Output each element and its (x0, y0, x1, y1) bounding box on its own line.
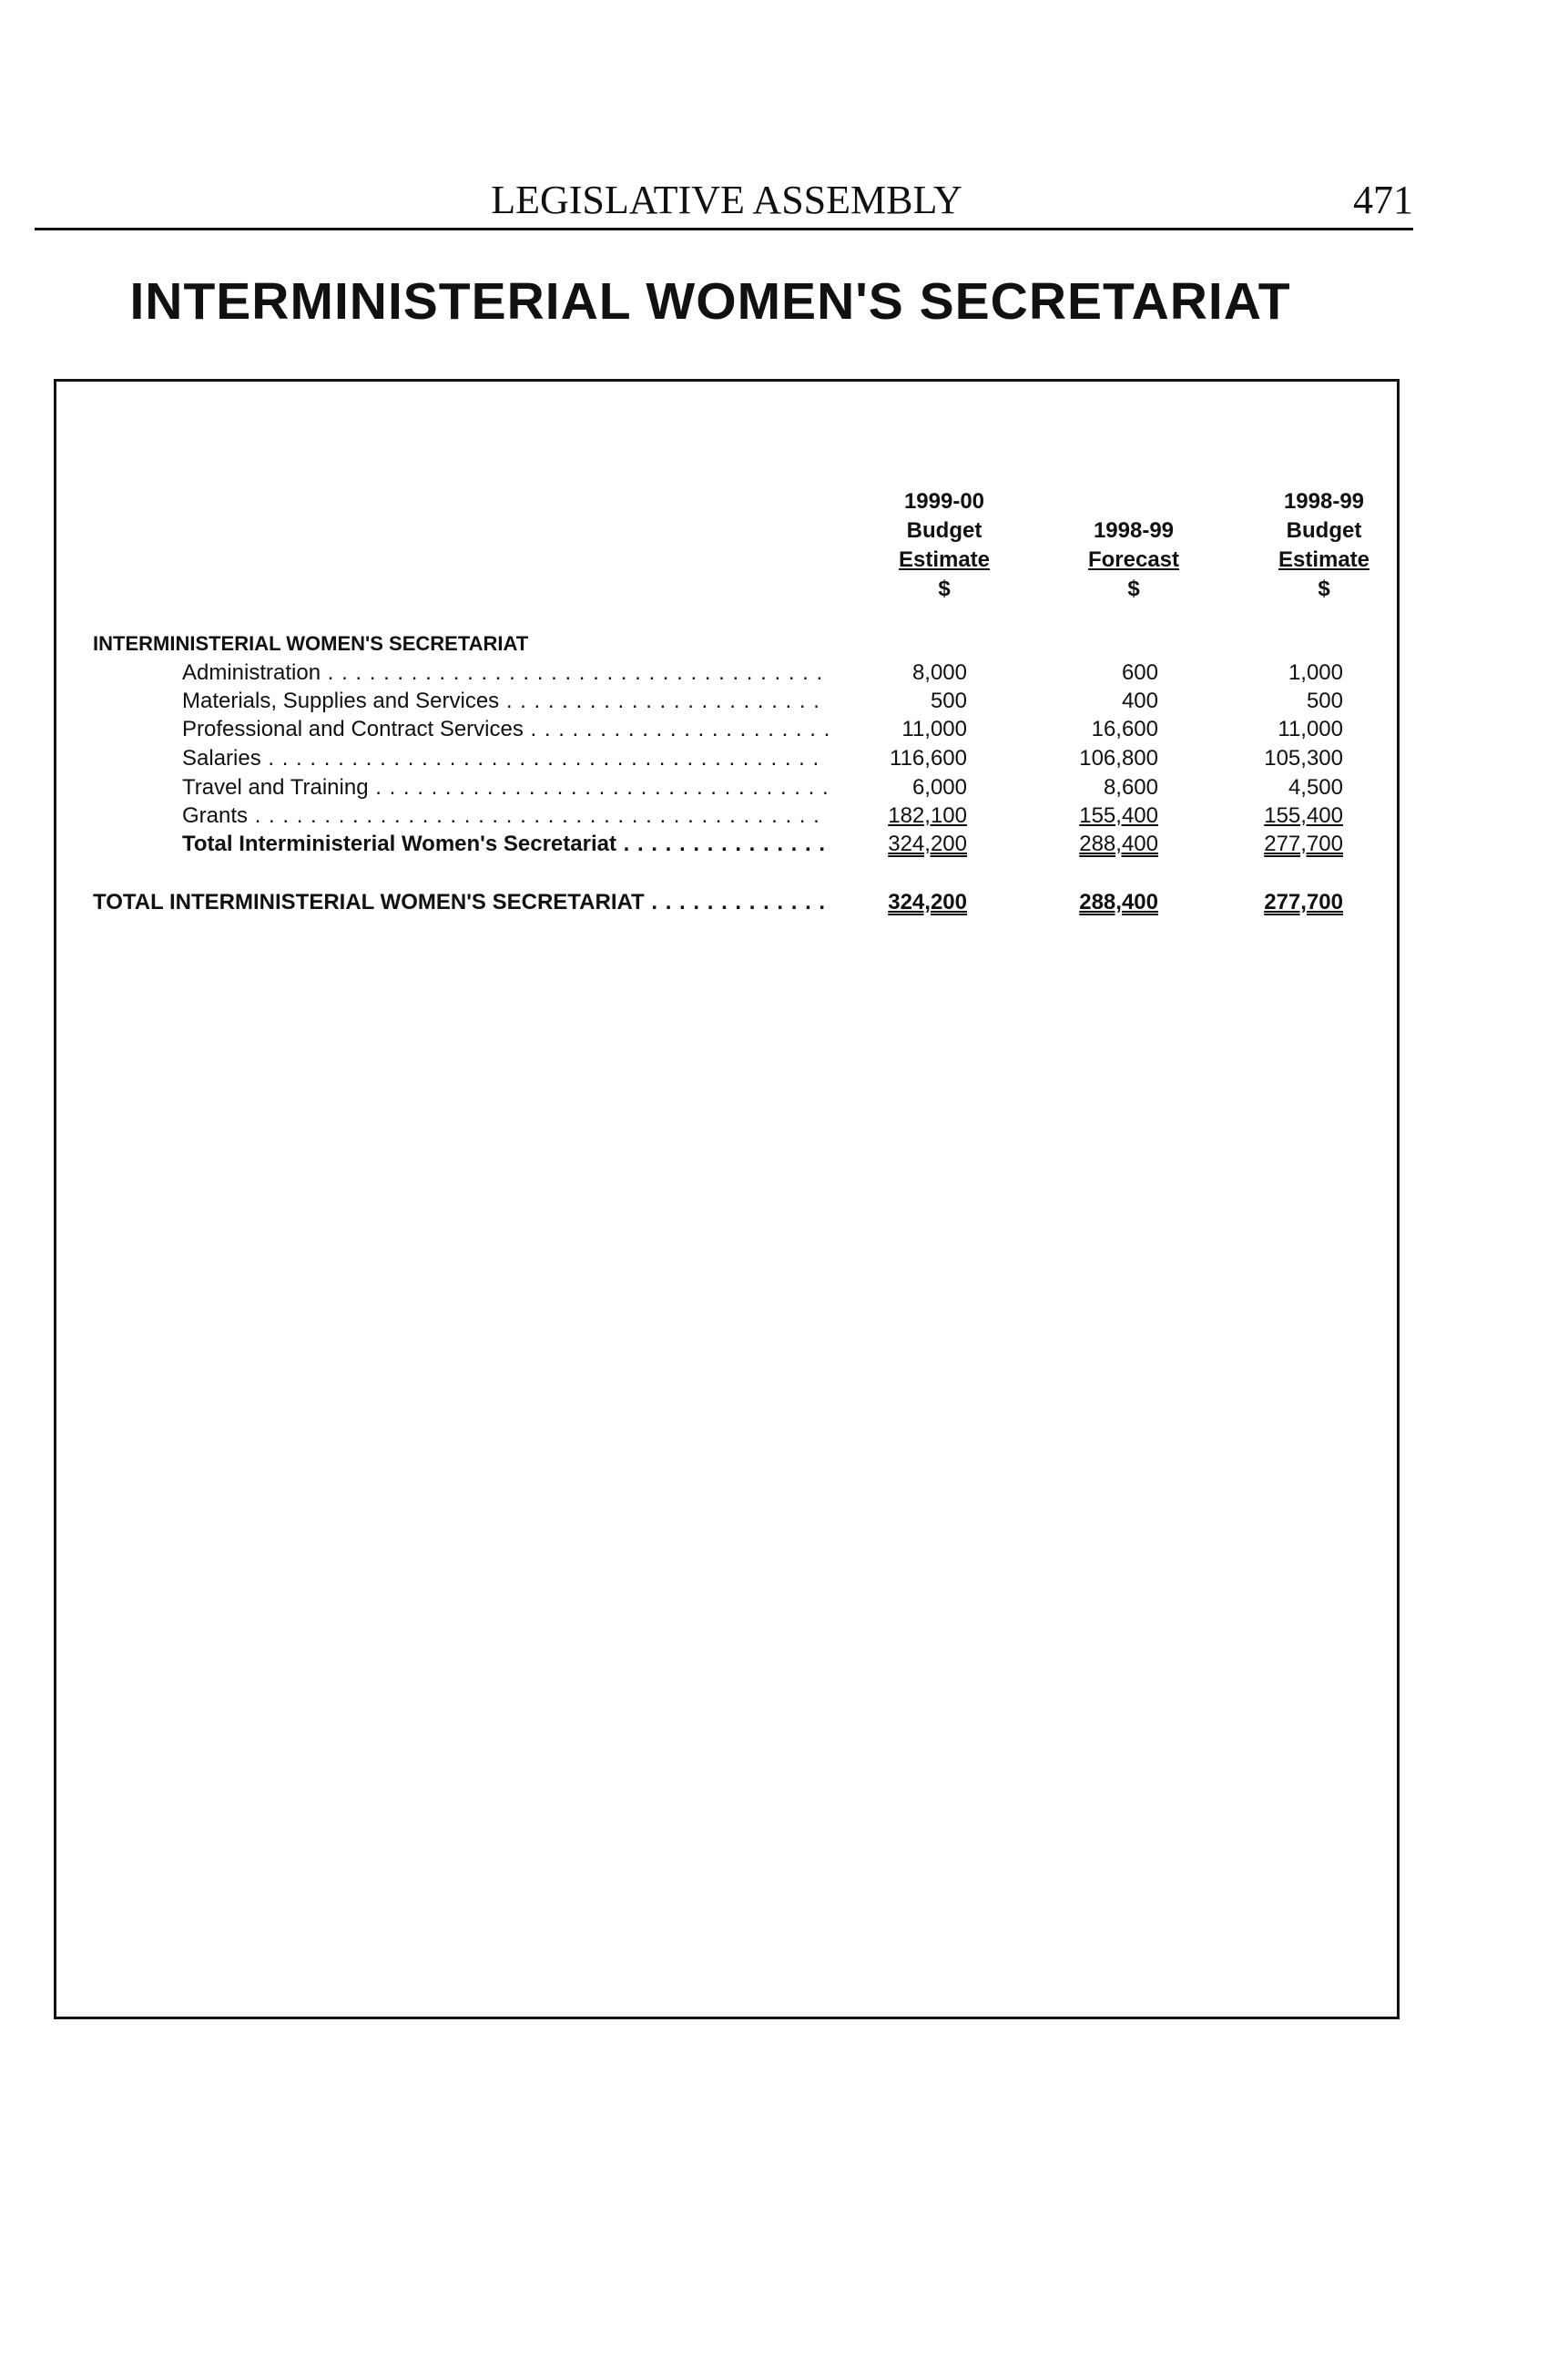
column-header-year: 1998-99 (1283, 489, 1365, 514)
table-row (56, 803, 1397, 832)
grand-total-forecast: 288,400 (1079, 890, 1158, 914)
grand-total-row (56, 890, 1397, 918)
value-forecast: 106,800 (1079, 746, 1158, 771)
subtotal-label: Total Interministerial Women's Secretariat . . . (182, 832, 829, 857)
value-1999-00: 500 (930, 689, 967, 713)
page-title: INTERMINISTERIAL WOMEN'S SECRETARIAT (129, 272, 1291, 331)
section-title: INTERMINISTERIAL WOMEN'S SECRETARIAT (93, 632, 529, 655)
value-1999-00: 11,000 (901, 717, 967, 741)
grand-total-1999-00: 324,200 (888, 890, 967, 914)
value-1998-99: 155,400 (1264, 803, 1343, 828)
column-header-kind: Estimate (1278, 547, 1370, 572)
column-header-kind: Forecast (1087, 547, 1180, 572)
value-1998-99: 500 (1306, 689, 1343, 713)
table-row (56, 660, 1397, 689)
table-row (56, 746, 1397, 774)
value-1998-99: 11,000 (1278, 717, 1343, 741)
row-label: Travel and Training . . . (182, 775, 829, 801)
row-label: Salaries . . . (182, 746, 829, 771)
table-row (56, 689, 1397, 717)
value-1999-00: 8,000 (911, 660, 967, 685)
column-header-year: 1999-00 (903, 489, 985, 514)
value-1998-99: 4,500 (1288, 775, 1343, 800)
column-header-unit: $ (938, 577, 951, 601)
column-header-type: Budget (1286, 518, 1362, 543)
page-number: 471 (1353, 178, 1413, 222)
row-label: Materials, Supplies and Services . . . (182, 689, 829, 714)
subtotal-1998-99: 277,700 (1264, 832, 1343, 856)
row-label: Professional and Contract Services . . . (182, 717, 829, 742)
running-head-title: LEGISLATIVE ASSEMBLY (491, 178, 962, 222)
row-label: Administration . . . (182, 660, 829, 686)
grand-total-label: TOTAL INTERMINISTERIAL WOMEN'S SECRETARIAT . . . (93, 890, 829, 915)
column-header-forecast-1998-99 (1038, 516, 1229, 604)
value-1999-00: 182,100 (888, 803, 967, 828)
column-header-type: Budget (906, 518, 983, 543)
value-forecast: 8,600 (1103, 775, 1158, 800)
column-header-budget-estimate-1999-00 (849, 487, 1040, 604)
row-label: Grants . . . (182, 803, 829, 829)
value-1999-00: 6,000 (911, 775, 967, 800)
table-row (56, 717, 1397, 745)
column-header-unit: $ (1127, 577, 1140, 601)
column-header-unit: $ (1318, 577, 1330, 601)
value-forecast: 400 (1121, 689, 1158, 713)
value-1998-99: 1,000 (1288, 660, 1343, 685)
column-header-budget-estimate-1998-99 (1228, 487, 1420, 604)
subtotal-forecast: 288,400 (1079, 832, 1158, 856)
value-forecast: 155,400 (1079, 803, 1158, 828)
subtotal-1999-00: 324,200 (888, 832, 967, 856)
value-1998-99: 105,300 (1264, 746, 1343, 771)
column-header-year: 1998-99 (1093, 518, 1175, 543)
table-row (56, 775, 1397, 803)
estimates-table-frame (54, 379, 1400, 2019)
running-head (35, 173, 1413, 230)
subtotal-row (56, 832, 1397, 860)
value-forecast: 16,600 (1091, 717, 1158, 741)
value-1999-00: 116,600 (890, 746, 967, 771)
value-forecast: 600 (1121, 660, 1158, 685)
grand-total-1998-99: 277,700 (1264, 890, 1343, 914)
column-header-kind: Estimate (898, 547, 991, 572)
